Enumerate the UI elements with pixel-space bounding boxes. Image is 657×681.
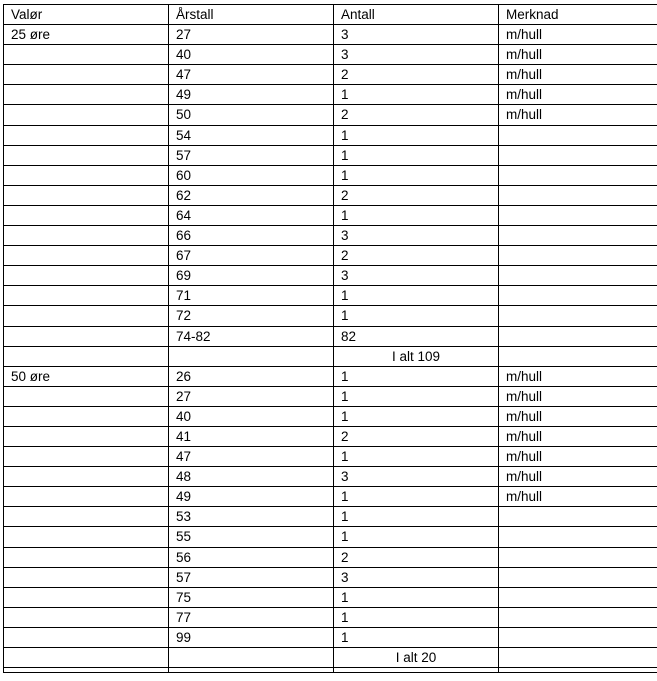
year-cell: 57 (169, 567, 334, 587)
note-cell (499, 286, 657, 306)
note-cell: m/hull (499, 447, 657, 467)
header-valor: Valør (4, 5, 169, 25)
year-cell: 55 (169, 527, 334, 547)
valor-cell (4, 165, 169, 185)
valor-cell (4, 426, 169, 446)
year-cell: 53 (169, 507, 334, 527)
valor-cell (4, 286, 169, 306)
note-cell: m/hull (499, 487, 657, 507)
count-cell: 1 (334, 306, 499, 326)
table-row (4, 547, 657, 567)
table-row (4, 386, 657, 406)
note-cell (499, 587, 657, 607)
count-cell: 1 (334, 487, 499, 507)
year-cell: 27 (169, 386, 334, 406)
note-cell: m/hull (499, 386, 657, 406)
table-row (4, 467, 657, 487)
count-cell: 1 (334, 125, 499, 145)
note-cell (499, 125, 657, 145)
table-row (4, 487, 657, 507)
year-cell: 66 (169, 226, 334, 246)
table-row (4, 306, 657, 326)
table-row (4, 607, 657, 627)
valor-cell (4, 607, 169, 627)
empty-cell (499, 668, 657, 673)
table-row (4, 507, 657, 527)
valor-cell (4, 205, 169, 225)
count-cell: 2 (334, 105, 499, 125)
year-cell: 60 (169, 165, 334, 185)
count-cell: 1 (334, 587, 499, 607)
note-cell (499, 527, 657, 547)
note-cell (499, 306, 657, 326)
valor-cell (4, 527, 169, 547)
table-row (4, 627, 657, 647)
count-cell: 1 (334, 406, 499, 426)
note-cell (499, 266, 657, 286)
count-cell: 1 (334, 447, 499, 467)
table-row (4, 45, 657, 65)
note-cell: m/hull (499, 366, 657, 386)
count-cell: 1 (334, 527, 499, 547)
year-cell: 50 (169, 105, 334, 125)
valor-cell (4, 346, 169, 366)
note-cell: m/hull (499, 467, 657, 487)
valor-cell (4, 85, 169, 105)
note-cell (499, 547, 657, 567)
count-cell: 3 (334, 226, 499, 246)
table-row (4, 266, 657, 286)
count-cell: 2 (334, 65, 499, 85)
year-cell: 64 (169, 205, 334, 225)
count-cell: 1 (334, 607, 499, 627)
year-cell: 49 (169, 85, 334, 105)
year-cell: 40 (169, 45, 334, 65)
table-row (4, 25, 657, 45)
valor-cell (4, 185, 169, 205)
valor-cell (4, 487, 169, 507)
valor-cell: 50 øre (4, 366, 169, 386)
year-cell: 48 (169, 467, 334, 487)
year-cell: 67 (169, 246, 334, 266)
total-row (4, 648, 657, 668)
table-row (4, 246, 657, 266)
table-row (4, 668, 657, 673)
count-cell: 2 (334, 246, 499, 266)
count-cell: 1 (334, 386, 499, 406)
note-cell (499, 567, 657, 587)
count-cell: 3 (334, 45, 499, 65)
year-cell: 40 (169, 406, 334, 426)
year-cell: 69 (169, 266, 334, 286)
valor-cell (4, 246, 169, 266)
year-cell (169, 346, 334, 366)
valor-cell (4, 447, 169, 467)
count-cell: 3 (334, 266, 499, 286)
note-cell (499, 346, 657, 366)
year-cell: 77 (169, 607, 334, 627)
count-cell: 1 (334, 165, 499, 185)
valor-cell (4, 406, 169, 426)
valor-cell (4, 648, 169, 668)
valor-cell (4, 125, 169, 145)
valor-cell (4, 65, 169, 85)
table-row (4, 567, 657, 587)
year-cell: 41 (169, 426, 334, 446)
note-cell: m/hull (499, 45, 657, 65)
year-cell: 54 (169, 125, 334, 145)
note-cell (499, 226, 657, 246)
valor-cell (4, 567, 169, 587)
table-row (4, 65, 657, 85)
valor-cell (4, 467, 169, 487)
table-row (4, 226, 657, 246)
note-cell (499, 648, 657, 668)
valor-cell (4, 507, 169, 527)
note-cell (499, 607, 657, 627)
valor-cell (4, 386, 169, 406)
count-cell: 1 (334, 627, 499, 647)
valor-cell: 25 øre (4, 25, 169, 45)
table-row (4, 426, 657, 446)
year-cell: 57 (169, 145, 334, 165)
count-cell: 1 (334, 286, 499, 306)
empty-cell (4, 668, 169, 673)
empty-cell (169, 668, 334, 673)
table-row (4, 105, 657, 125)
note-cell (499, 185, 657, 205)
count-cell: 1 (334, 507, 499, 527)
note-cell (499, 165, 657, 185)
header-note: Merknad (499, 5, 657, 25)
year-cell: 71 (169, 286, 334, 306)
year-cell (169, 648, 334, 668)
count-cell: 1 (334, 366, 499, 386)
note-cell (499, 205, 657, 225)
valor-cell (4, 105, 169, 125)
table-row (4, 366, 657, 386)
total-cell: I alt 20 (334, 648, 499, 668)
valor-cell (4, 326, 169, 346)
header-count: Antall (334, 5, 499, 25)
count-cell: 1 (334, 145, 499, 165)
note-cell (499, 627, 657, 647)
note-cell: m/hull (499, 25, 657, 45)
count-cell: 2 (334, 185, 499, 205)
year-cell: 56 (169, 547, 334, 567)
table-row (4, 145, 657, 165)
year-cell: 47 (169, 65, 334, 85)
note-cell: m/hull (499, 85, 657, 105)
coin-inventory-table (3, 4, 657, 673)
total-cell: I alt 109 (334, 346, 499, 366)
table-row (4, 286, 657, 306)
year-cell: 49 (169, 487, 334, 507)
year-cell: 75 (169, 587, 334, 607)
header-year: Årstall (169, 5, 334, 25)
table-row (4, 406, 657, 426)
year-cell: 62 (169, 185, 334, 205)
table-row (4, 185, 657, 205)
count-cell: 82 (334, 326, 499, 346)
count-cell: 3 (334, 567, 499, 587)
valor-cell (4, 306, 169, 326)
year-cell: 26 (169, 366, 334, 386)
table-row (4, 125, 657, 145)
empty-cell (334, 668, 499, 673)
table-row (4, 165, 657, 185)
note-cell (499, 145, 657, 165)
table-row (4, 326, 657, 346)
count-cell: 2 (334, 426, 499, 446)
table-row (4, 205, 657, 225)
valor-cell (4, 627, 169, 647)
header-row (4, 5, 657, 25)
note-cell (499, 246, 657, 266)
valor-cell (4, 145, 169, 165)
count-cell: 3 (334, 467, 499, 487)
table-body (4, 5, 657, 673)
valor-cell (4, 547, 169, 567)
note-cell (499, 326, 657, 346)
table-row (4, 587, 657, 607)
count-cell: 3 (334, 25, 499, 45)
count-cell: 2 (334, 547, 499, 567)
table-row (4, 85, 657, 105)
note-cell: m/hull (499, 426, 657, 446)
note-cell: m/hull (499, 65, 657, 85)
table-row (4, 527, 657, 547)
year-cell: 72 (169, 306, 334, 326)
count-cell: 1 (334, 205, 499, 225)
note-cell (499, 507, 657, 527)
table-row (4, 447, 657, 467)
valor-cell (4, 587, 169, 607)
total-row (4, 346, 657, 366)
valor-cell (4, 45, 169, 65)
year-cell: 99 (169, 627, 334, 647)
year-cell: 27 (169, 25, 334, 45)
year-cell: 74-82 (169, 326, 334, 346)
note-cell: m/hull (499, 105, 657, 125)
valor-cell (4, 226, 169, 246)
note-cell: m/hull (499, 406, 657, 426)
valor-cell (4, 266, 169, 286)
count-cell: 1 (334, 85, 499, 105)
year-cell: 47 (169, 447, 334, 467)
